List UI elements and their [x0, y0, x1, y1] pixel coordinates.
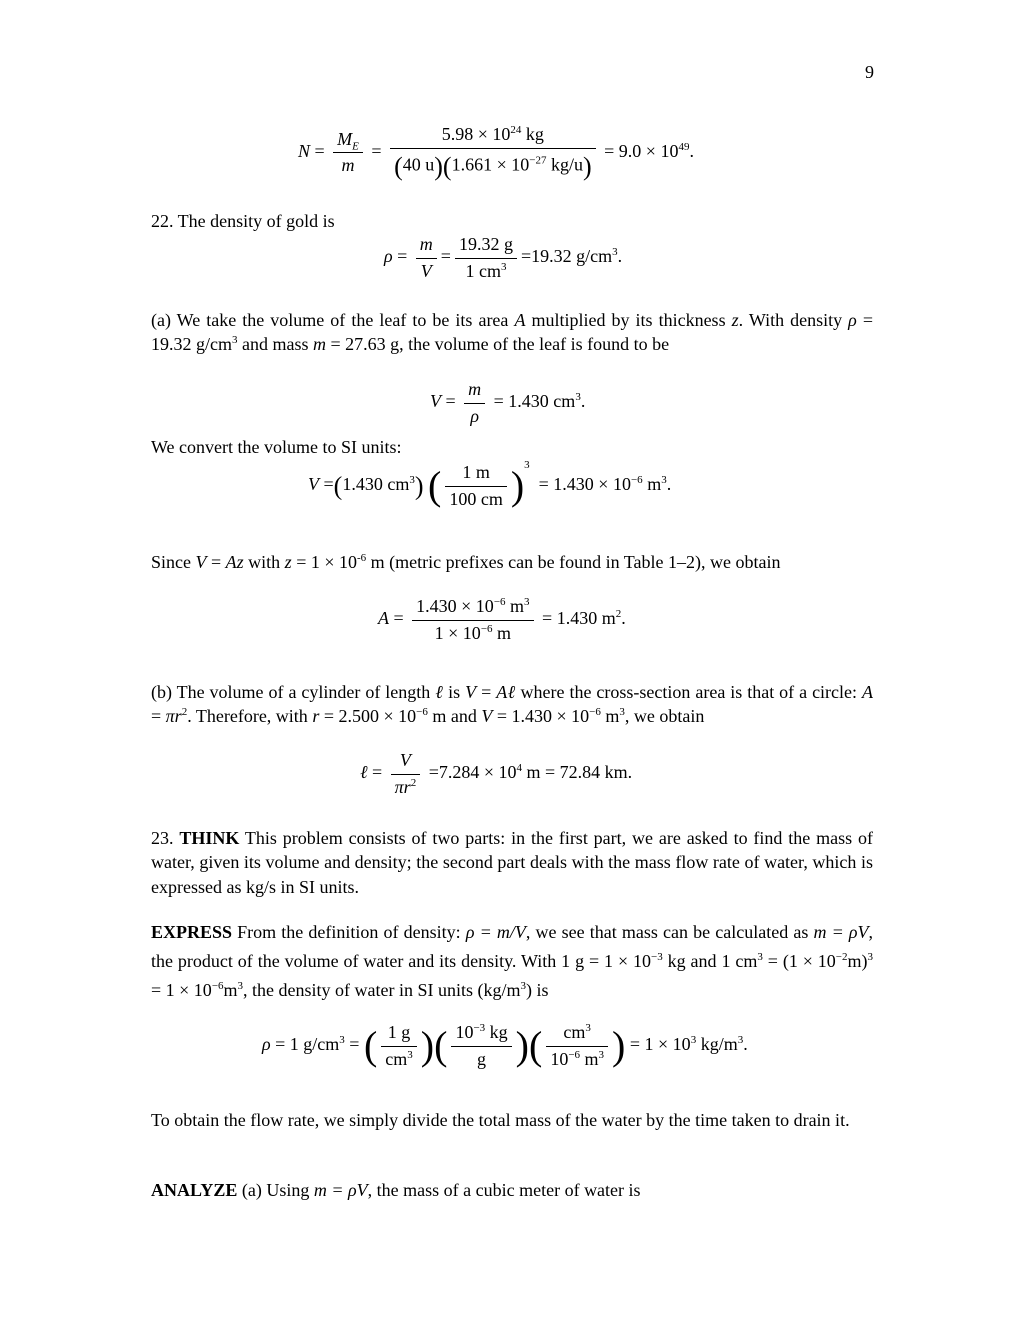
page-number: 9	[865, 62, 874, 82]
equation-n: N = $\frac{M_E}{m}$ = $\frac{5.98 \times 10^{24} kg}{(40 u)(1.661 \times 10^{-27} kg/u)}$ = $9.0 \times 10^{49}$.	[298, 124, 694, 181]
problem-22b-text: (b) The volume of a cylinder of length ℓ is V = Aℓ where the cross-section area is that of a circle: $A = \pi r^2$. Therefore, with $r = 2.500 \times 10^{-6}$ m and $V = 1.430 \times 10^{-6}$ $m^3$, we obtain	[151, 682, 873, 727]
problem-22-intro: 22. The density of gold is	[151, 211, 335, 231]
equation-length: ℓ = $\frac{V}{\pi r^2}$ $=7.284 \times 10^4$ m = 72.84 km.	[360, 750, 633, 797]
analyze-text: ANALYZE (a) Using m = ρV, the mass of a cubic meter of water is	[151, 1180, 641, 1200]
equation-rho: ρ = $\frac{m}{V}$ = $\frac{19.32 g}{1 cm^3}$ =19.32 $g/cm^3$.	[384, 234, 623, 281]
convert-text: We convert the volume to SI units:	[151, 437, 402, 457]
equation-volume-si: V =(1.430 $cm^3$) ( $\frac{1 m}{100 cm}$ )$^3 = 1.430 \times 10^{-6}$ $m^3$.	[308, 459, 672, 509]
equation-water-density: ρ = 1 $g/cm^3$ = ( $\frac{1 g}{cm^3}$ )( $\frac{10^{-3} kg}{g}$ )( $\frac{cm^3}{10^{-6} m^3}$ ) = $1 \times 10^3$ $kg/m^3$.	[262, 1022, 748, 1069]
since-text: Since V = Az with $z = 1 \times 10^{-6}$ m (metric prefixes can be found in Table 1–2), we obtain	[151, 552, 781, 572]
equation-area: A = $\frac{1.430 \times 10^{-6} m^3}{1 \times 10^{-6} m}$ = 1.430 $m^2$.	[378, 596, 626, 643]
problem-23-think: 23. THINK This problem consists of two parts: in the first part, we are asked to find the mass of water, given its volume and density; the second part deals with the mass flow rate of water, which is expressed as kg/s in SI units.	[151, 828, 874, 897]
flow-rate-text: To obtain the flow rate, we simply divide the total mass of the water by the time taken to drain it.	[151, 1110, 850, 1130]
problem-22a-text: (a) We take the volume of the leaf to be its area A multiplied by its thickness z. With density ρ = 19.32 $g/cm^3$ and mass m = 27.63 g, the volume of the leaf is found to be	[151, 310, 873, 355]
express-text: EXPRESS From the definition of density: ρ = m/V, we see that mass can be calculated as m = ρV, the product of the volume of water and its density. With 1 $g = 1 \times 10^{-3}$ kg and 1 $cm^3 = (1 \times 10^{-2}m)^3 = 1 \times 10^{-6}m^3$, the density of water in SI units $(kg/m^3)$ is	[151, 922, 874, 1000]
equation-volume: V = $\frac{m}{\rho}$ = 1.430 $cm^3$.	[430, 379, 586, 426]
